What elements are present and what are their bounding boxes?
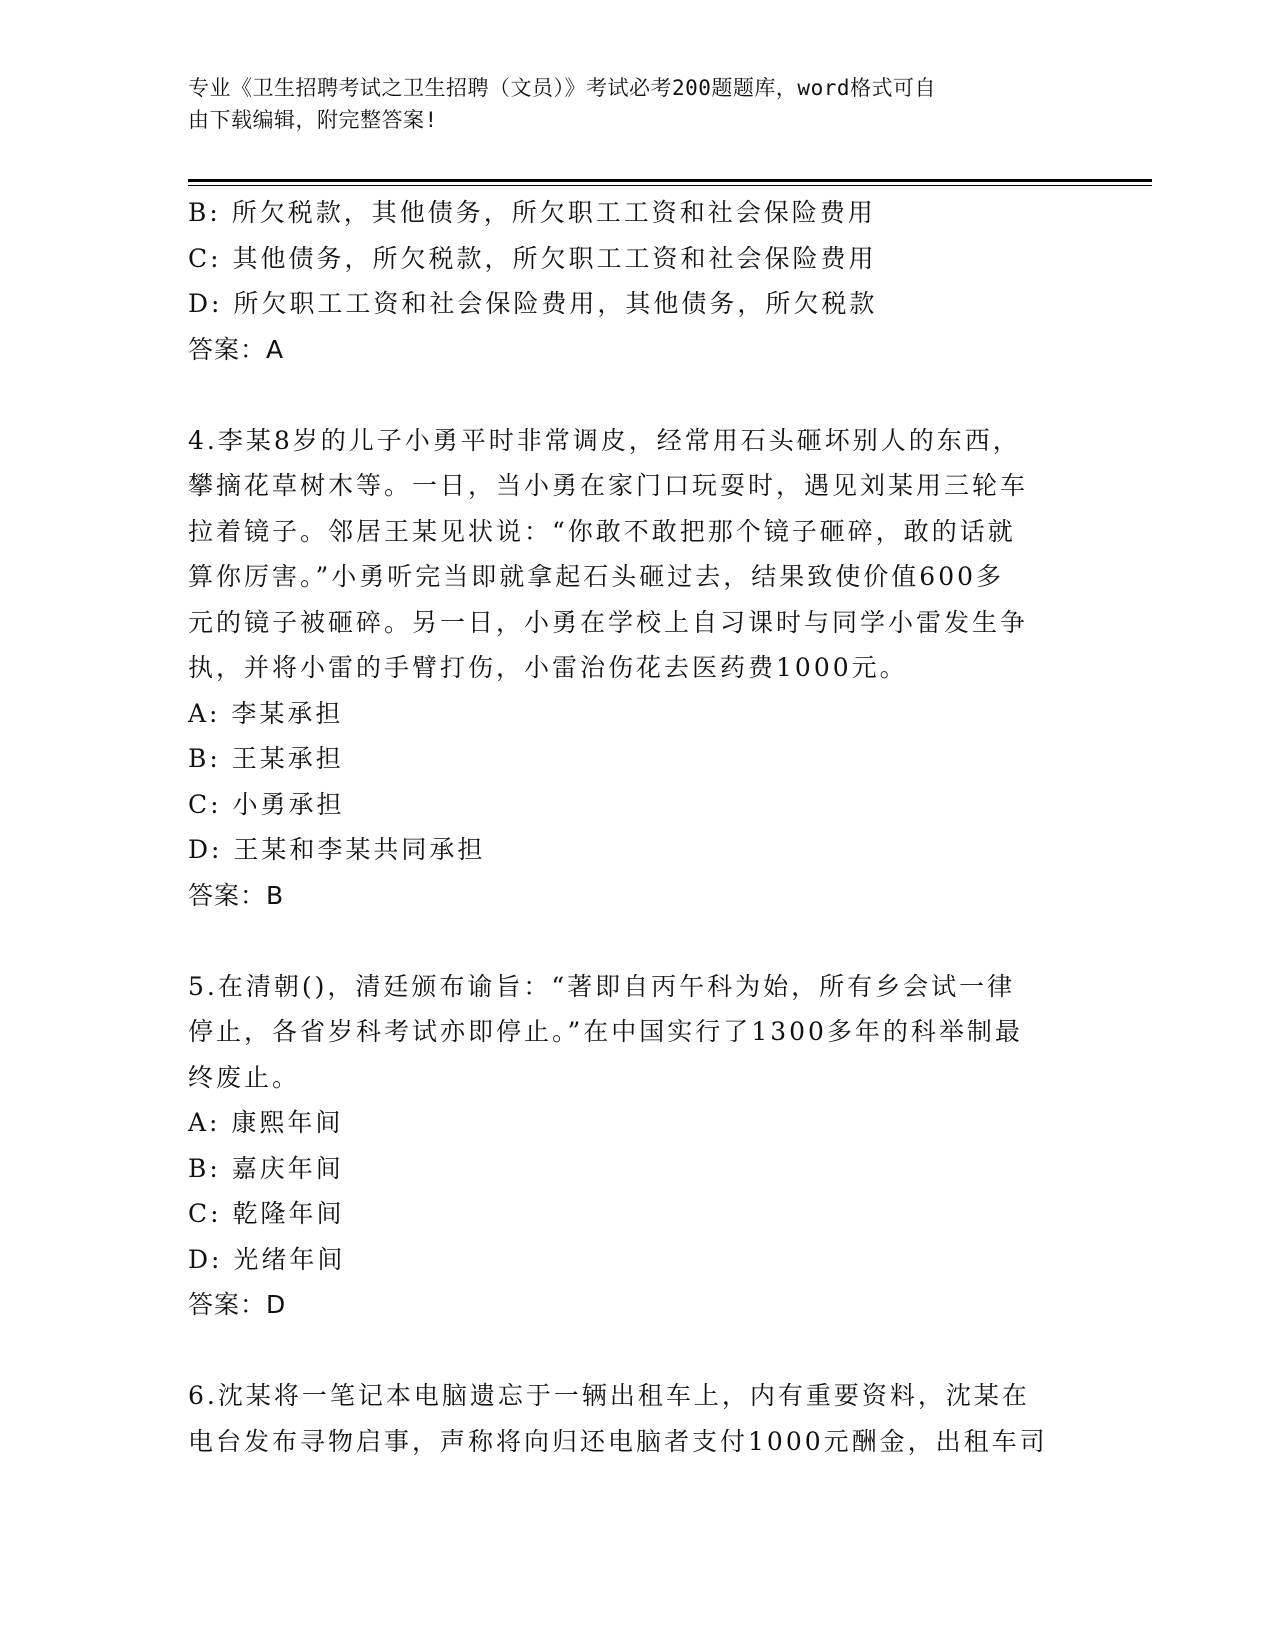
q4-stem-line: 4.李某8岁的儿子小勇平时非常调皮，经常用石头砸坏别人的东西， [188, 425, 1021, 455]
q5-answer: 答案：D [188, 1290, 287, 1319]
q5-stem-line: 停止，各省岁科考试亦即停止。”在中国实行了1300多年的科举制最 [188, 1017, 1023, 1046]
q4-option-b: B: 王某承担 [188, 744, 344, 773]
q3-option-b: B: 所欠税款，其他债务，所欠职工工资和社会保险费用 [188, 198, 876, 227]
q6-stem-line: 电台发布寻物启事，声称将向归还电脑者支付1000元酬金，出租车司 [188, 1426, 1048, 1456]
q6-stem-line: 6.沈某将一笔记本电脑遗忘于一辆出租车上，内有重要资料，沈某在 [188, 1381, 1030, 1410]
question-5 [188, 964, 1088, 1328]
question-4 [188, 418, 1088, 919]
question-6 [188, 1373, 1088, 1464]
q5-option-d: D: 光绪年间 [188, 1244, 346, 1274]
q5-option-c: C: 乾隆年间 [188, 1199, 345, 1228]
document-header [188, 72, 1068, 136]
q4-stem-line: 拉着镜子。邻居王某见状说：“你敢不敢把那个镜子砸碎，敢的话就 [188, 516, 1016, 546]
q4-option-a: A: 李某承担 [188, 698, 344, 728]
q4-stem-line: 元的镜子被砸碎。另一日，小勇在学校上自习课时与同学小雷发生争 [188, 607, 1029, 637]
q5-stem-line: 5.在清朝()，清廷颁布谕旨：“著即自丙午科为始，所有乡会试一律 [188, 971, 1016, 1001]
question-list [188, 190, 1088, 1464]
q5-stem-line: 终废止。 [188, 1062, 301, 1092]
q4-option-d: D: 王某和李某共同承担 [188, 835, 486, 864]
q4-answer: 答案：B [188, 880, 285, 910]
question-3 [188, 190, 1088, 372]
header-line-1: 专业《卫生招聘考试之卫生招聘（文员）》考试必考200题题库，word格式可自 [188, 76, 936, 100]
header-divider-thick [188, 179, 1152, 182]
header-line-2: 由下载编辑，附完整答案! [188, 108, 438, 132]
spacer [188, 1328, 1088, 1374]
q4-option-c: C: 小勇承担 [188, 789, 345, 819]
q4-stem-line: 攀摘花草树木等。一日，当小勇在家门口玩耍时，遇见刘某用三轮车 [188, 471, 1029, 500]
header-divider-thin [188, 185, 1152, 186]
q5-option-a: A: 康熙年间 [188, 1108, 344, 1137]
q3-option-d: D: 所欠职工工资和社会保险费用，其他债务，所欠税款 [188, 289, 878, 318]
spacer [188, 918, 1088, 964]
q3-option-c: C: 其他债务，所欠税款，所欠职工工资和社会保险费用 [188, 243, 877, 273]
q3-answer: 答案：A [188, 334, 285, 364]
spacer [188, 372, 1088, 418]
q4-stem-line: 算你厉害。”小勇听完当即就拿起石头砸过去，结果致使价值600多 [188, 562, 1005, 591]
q5-option-b: B: 嘉庆年间 [188, 1153, 344, 1183]
q4-stem-line: 执，并将小雷的手臂打伤，小雷治伤花去医药费1000元。 [188, 653, 908, 682]
